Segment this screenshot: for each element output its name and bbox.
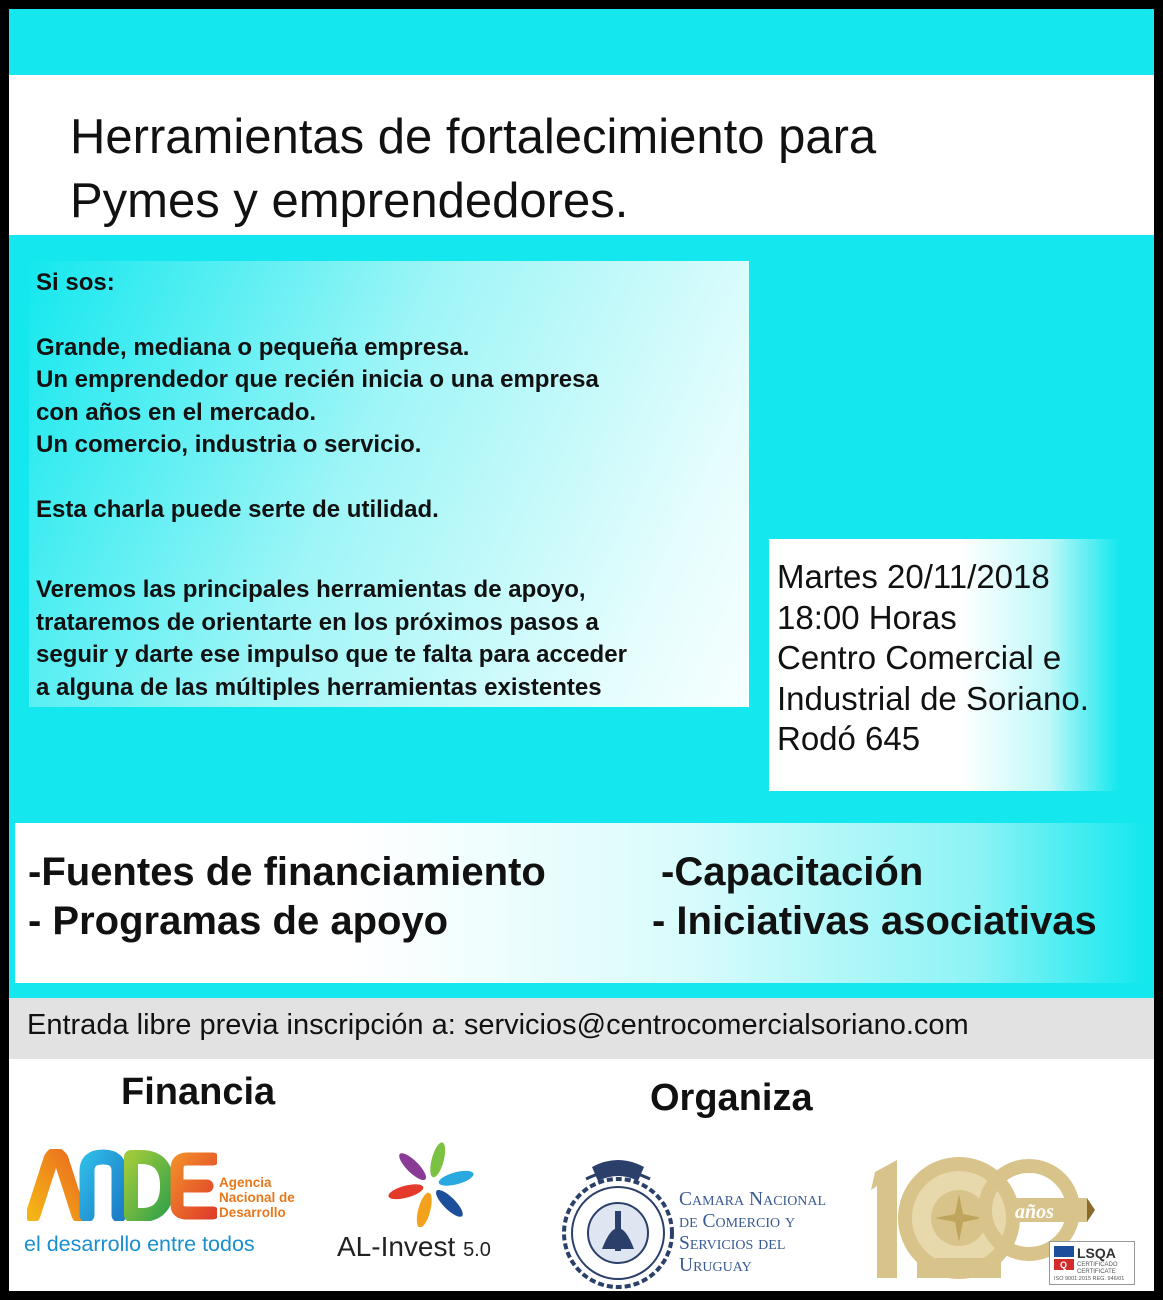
description-line: seguir y darte ese impulso que te falta para acceder: [36, 641, 627, 668]
event-time: 18:00 Horas: [777, 598, 957, 636]
topic-iniciativas: - Iniciativas asociativas: [652, 899, 1097, 943]
intro-heading: Si sos:: [36, 269, 115, 296]
camara-nacional-text: Camara Nacional de Comercio y Servicios del Uruguay: [679, 1189, 827, 1276]
alinvest-name: AL-Invest 5.0: [337, 1231, 491, 1262]
ande-subtitle: Agencia Nacional de Desarrollo: [219, 1175, 295, 1220]
intro-text: [36, 267, 756, 704]
lsqa-iso: ISO 9001:2015 REG. 946/01: [1054, 1276, 1125, 1282]
svg-text:Q: Q: [1060, 1260, 1068, 1270]
topic-programas: - Programas de apoyo: [28, 899, 449, 943]
entry-text: Entrada libre previa inscripción a: servicios@centrocomercialsoriano.com: [27, 1009, 969, 1041]
description-line: Veremos las principales herramientas de apoyo,: [36, 576, 586, 603]
lsqa-q-icon: [1054, 1246, 1074, 1270]
event-date: Martes 20/11/2018: [777, 558, 1050, 595]
intro-line: con años en el mercado.: [36, 398, 317, 426]
ande-logo: [27, 1149, 217, 1221]
alinvest-flower-icon: [387, 1137, 475, 1227]
organiza-label: Organiza: [650, 1077, 813, 1119]
lsqa-sub: CERTIFICADO CERTIFICATE: [1077, 1262, 1118, 1275]
topic-capacitacion: -Capacitación: [661, 850, 924, 894]
event-details: [777, 557, 1089, 760]
intro-line: Un comercio, industria o servicio.: [36, 431, 422, 458]
financia-label: Financia: [121, 1071, 276, 1113]
description-line: trataremos de orientarte en los próximos pasos a: [36, 608, 599, 636]
lsqa-name: LSQA: [1077, 1245, 1116, 1261]
title-line-1: Herramientas de fortalecimiento para: [70, 110, 877, 164]
title-line-2: Pymes y emprendedores.: [70, 174, 629, 228]
intro-note: Esta charla puede serte de utilidad.: [36, 495, 439, 523]
page-title: [70, 105, 876, 233]
event-address: Rodó 645: [777, 720, 921, 757]
intro-line: Un emprendedor que recién inicia o una empresa: [36, 366, 599, 393]
event-venue-line-2: Industrial de Soriano.: [777, 679, 1089, 717]
intro-line: Grande, mediana o pequeña empresa.: [36, 333, 470, 361]
title-area: [9, 75, 1154, 235]
lsqa-certification: [1049, 1241, 1135, 1285]
event-venue-line-1: Centro Comercial e: [777, 639, 1062, 676]
bolsa-comercio-seal: [562, 1157, 674, 1295]
ande-tagline: el desarrollo entre todos: [24, 1232, 255, 1256]
topic-financiamiento: -Fuentes de financiamiento: [28, 850, 546, 894]
description-line: a alguna de las múltiples herramientas existentes: [36, 673, 602, 701]
top-cyan-band: [9, 9, 1154, 75]
anos-text: años: [1015, 1201, 1054, 1223]
